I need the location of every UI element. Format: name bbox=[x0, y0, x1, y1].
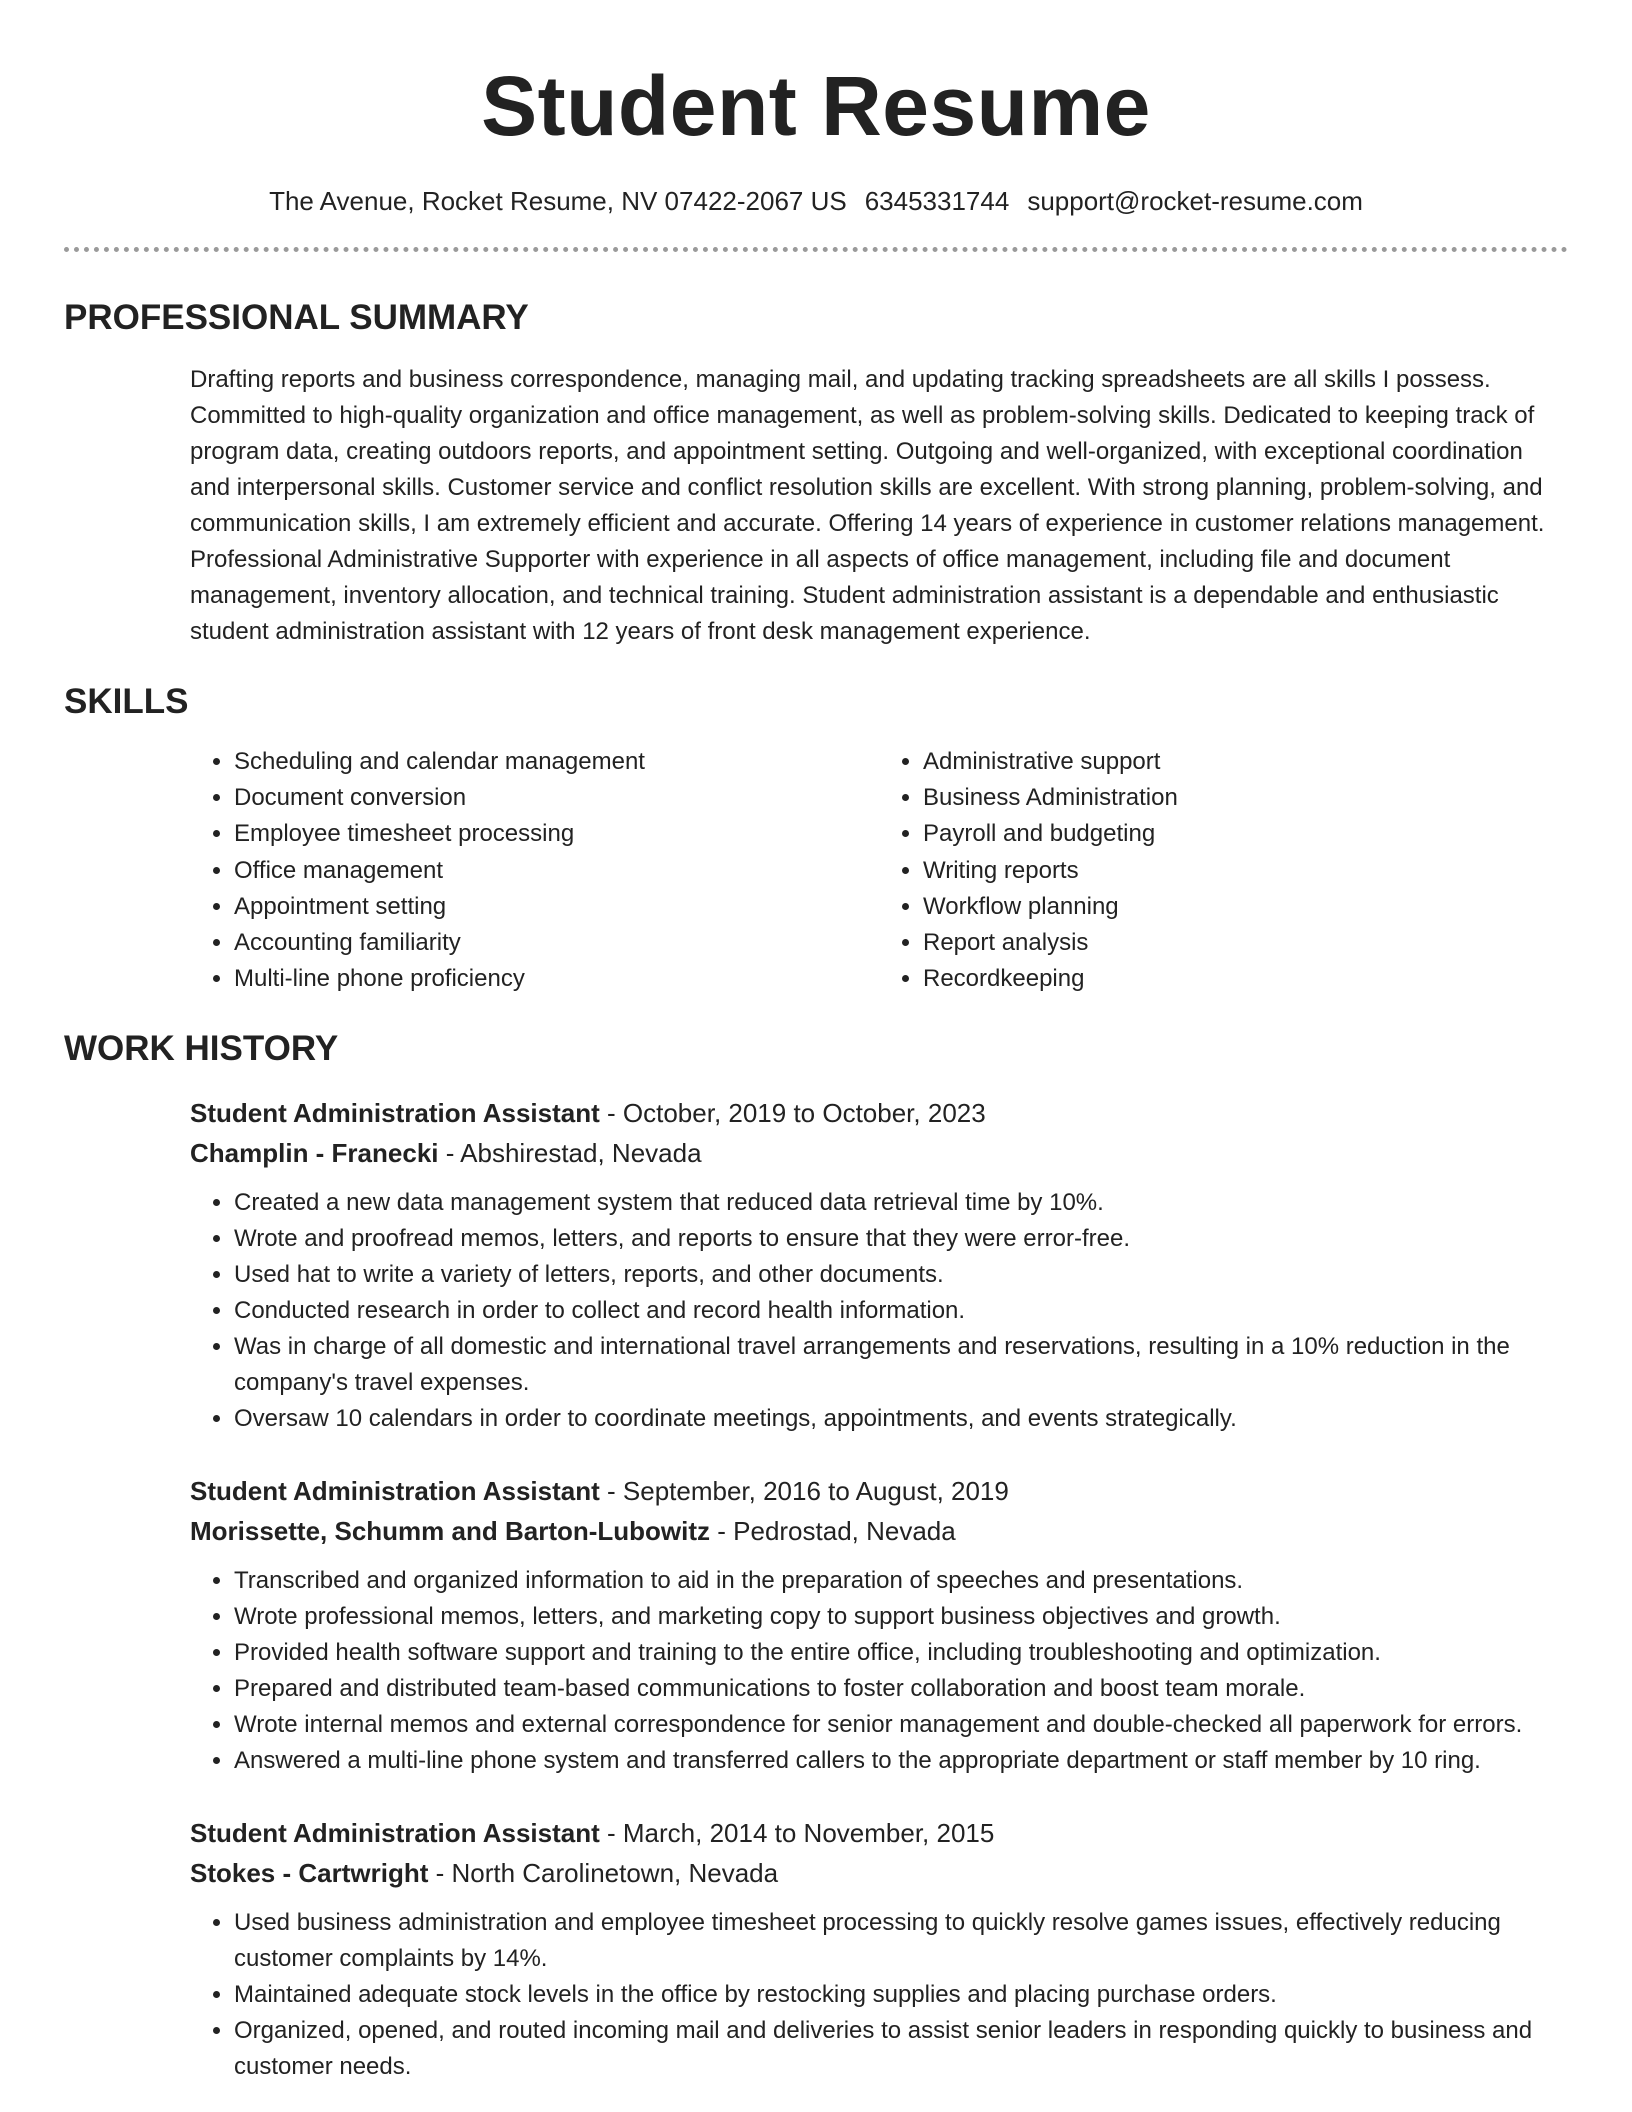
job-bullet: • Maintained adequate stock levels in the office by restocking supplies and placing purchase orders. bbox=[234, 1977, 1568, 2013]
skill-item: • Employee timesheet processing bbox=[234, 816, 879, 852]
job-location: - Abshirestad, Nevada bbox=[438, 1138, 702, 1169]
skill-item: • Recordkeeping bbox=[923, 961, 1568, 997]
skill-item: • Appointment setting bbox=[234, 889, 879, 925]
skill-item: • Workflow planning bbox=[923, 889, 1568, 925]
skill-item: • Multi-line phone proficiency bbox=[234, 961, 879, 997]
job-bullet: • Wrote and proofread memos, letters, and reports to ensure that they were error-free. bbox=[234, 1221, 1568, 1257]
work-history-section bbox=[64, 1027, 1568, 2085]
job-dates: - March, 2014 to November, 2015 bbox=[599, 1818, 995, 1849]
summary-title: PROFESSIONAL SUMMARY bbox=[64, 298, 529, 337]
job-bullet: • Wrote professional memos, letters, and marketing copy to support business objectives and growth. bbox=[234, 1599, 1568, 1635]
summary-section bbox=[64, 296, 1568, 650]
contact-address: The Avenue, Rocket Resume, NV 07422-2067 US bbox=[269, 186, 847, 216]
skill-item: • Document conversion bbox=[234, 780, 879, 816]
skills-grid bbox=[190, 744, 1568, 997]
job-entry bbox=[190, 1813, 1568, 2085]
work-history-title: WORK HISTORY bbox=[64, 1029, 339, 1069]
job-company-line bbox=[190, 1133, 1568, 1173]
job-company-line bbox=[190, 1853, 1568, 1893]
resume-name: Student Resume bbox=[481, 59, 1151, 153]
job-location: - North Carolinetown, Nevada bbox=[428, 1858, 779, 1889]
job-company: Champlin - Franecki bbox=[190, 1138, 439, 1169]
job-company: Morissette, Schumm and Barton-Lubowitz bbox=[190, 1516, 711, 1547]
job-bullet: • Oversaw 10 calendars in order to coordinate meetings, appointments, and events strategically. bbox=[234, 1401, 1568, 1437]
job-dates: - September, 2016 to August, 2019 bbox=[599, 1476, 1009, 1507]
skill-item: • Administrative support bbox=[923, 744, 1568, 780]
job-entry bbox=[190, 1093, 1568, 1437]
job-bullet: • Answered a multi-line phone system and transferred callers to the appropriate department or staff member by 10 ring. bbox=[234, 1743, 1568, 1779]
skills-list-right bbox=[879, 744, 1568, 997]
job-entry bbox=[190, 1471, 1568, 1779]
job-bullet: • Used business administration and employee timesheet processing to quickly resolve games issues, effectively reducing customer complaints by 14%. bbox=[234, 1905, 1568, 1977]
job-title-line bbox=[190, 1813, 1568, 1853]
job-dates: - October, 2019 to October, 2023 bbox=[599, 1098, 986, 1129]
job-title: Student Administration Assistant bbox=[190, 1818, 600, 1849]
skills-title: SKILLS bbox=[64, 682, 189, 721]
skill-item: • Payroll and budgeting bbox=[923, 816, 1568, 852]
job-location: - Pedrostad, Nevada bbox=[710, 1516, 956, 1547]
header-divider bbox=[64, 247, 1568, 252]
job-bullet: • Created a new data management system that reduced data retrieval time by 10%. bbox=[234, 1185, 1568, 1221]
skill-item: • Office management bbox=[234, 853, 879, 889]
job-bullets bbox=[190, 1905, 1568, 2085]
contact-line bbox=[0, 186, 1632, 217]
contact-phone: 6345331744 bbox=[864, 186, 1010, 216]
job-bullet: • Was in charge of all domestic and international travel arrangements and reservations, resulting in a 10% reduction in the company's travel expenses. bbox=[234, 1329, 1568, 1401]
job-bullet: • Wrote internal memos and external correspondence for senior management and double-checked all paperwork for errors. bbox=[234, 1707, 1568, 1743]
job-bullets bbox=[190, 1563, 1568, 1779]
job-bullet: • Conducted research in order to collect and record health information. bbox=[234, 1293, 1568, 1329]
skill-item: • Writing reports bbox=[923, 853, 1568, 889]
job-title: Student Administration Assistant bbox=[190, 1476, 600, 1507]
skill-item: • Scheduling and calendar management bbox=[234, 744, 879, 780]
job-bullet: • Prepared and distributed team-based communications to foster collaboration and boost team morale. bbox=[234, 1671, 1568, 1707]
skill-item: • Report analysis bbox=[923, 925, 1568, 961]
skills-list-left bbox=[190, 744, 879, 997]
job-company: Stokes - Cartwright bbox=[190, 1858, 429, 1889]
job-title-line bbox=[190, 1471, 1568, 1511]
job-title: Student Administration Assistant bbox=[190, 1098, 600, 1129]
job-bullet: • Transcribed and organized information to aid in the preparation of speeches and presentations. bbox=[234, 1563, 1568, 1599]
job-bullet: • Provided health software support and training to the entire office, including troubleshooting and optimization. bbox=[234, 1635, 1568, 1671]
skill-item: • Accounting familiarity bbox=[234, 925, 879, 961]
job-bullets bbox=[190, 1185, 1568, 1437]
contact-email: support@rocket-resume.com bbox=[1027, 186, 1363, 216]
resume-header bbox=[0, 0, 1632, 217]
job-company-line bbox=[190, 1511, 1568, 1551]
job-bullet: • Used hat to write a variety of letters, reports, and other documents. bbox=[234, 1257, 1568, 1293]
job-bullet: • Organized, opened, and routed incoming mail and deliveries to assist senior leaders in responding quickly to business and customer needs. bbox=[234, 2013, 1568, 2085]
skill-item: • Business Administration bbox=[923, 780, 1568, 816]
summary-text: Drafting reports and business correspondence, managing mail, and updating tracking spreadsheets are all skills I possess. Committed to high-quality organization and office management, as well as problem-solving skills. Dedicated to keeping track of program data, creating outdoors reports, and appointment setting. Outgoing and well-organized, with exceptional coordination and interpersonal skills. Customer service and conflict resolution skills are excellent. With strong planning, problem-solving, and communication skills, I am extremely efficient and accurate. Offering 14 years of experience in customer relations management. Professional Administrative Supporter with experience in all aspects of office management, including file and document management, inventory allocation, and technical training. Student administration assistant is a dependable and enthusiastic student administration assistant with 12 years of front desk management experience. bbox=[190, 366, 1545, 645]
job-title-line bbox=[190, 1093, 1568, 1133]
skills-section bbox=[64, 680, 1568, 997]
